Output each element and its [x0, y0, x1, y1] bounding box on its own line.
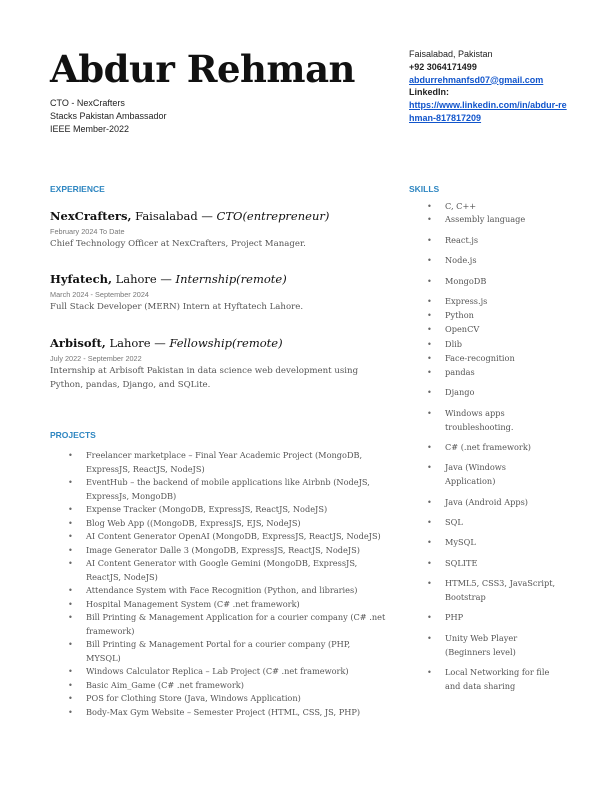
- skill-item: • Django: [427, 385, 557, 399]
- skill-item: • C, C++: [427, 199, 557, 213]
- project-item: • Bill Printing & Management Application for a courier company (C# .net framework): [68, 611, 386, 638]
- contact-location: Faisalabad, Pakistan: [409, 49, 493, 59]
- job-location: Lahore —: [105, 336, 170, 350]
- job-role: Internship(remote): [175, 272, 287, 286]
- tagline-ambassador: Stacks Pakistan Ambassador: [50, 111, 167, 121]
- skill-item: • Python: [427, 308, 557, 322]
- job-company: Arbisoft,: [50, 336, 106, 350]
- skill-item: • Windows apps troubleshooting.: [427, 406, 557, 434]
- job-company: NexCrafters,: [50, 209, 132, 223]
- project-item: • Basic Aim_Game (C# .net framework): [68, 679, 386, 693]
- job-entry: [50, 209, 375, 251]
- contact-phone: +92 3064171499: [409, 61, 477, 72]
- job-location: Lahore —: [111, 272, 176, 286]
- project-item: • Image Generator Dalle 3 (MongoDB, ExpressJS, ReactJS, NodeJS): [68, 544, 386, 558]
- skills-heading: SKILLS: [409, 184, 440, 194]
- contact-linkedin-link[interactable]: https://www.linkedin.com/in/abdur-rehman-817817209: [409, 100, 567, 123]
- project-item: • Freelancer marketplace – Final Year Academic Project (MongoDB, ExpressJS, ReactJS, NodeJS): [68, 449, 386, 476]
- skill-item: • C# (.net framework): [427, 440, 557, 454]
- job-description: Chief Technology Officer at NexCrafters, Project Manager.: [50, 239, 306, 249]
- job-title: [50, 209, 375, 223]
- resume-name: Abdur Rehman: [50, 47, 355, 91]
- skill-item: • Node.js: [427, 253, 557, 267]
- contact-email-link[interactable]: abdurrehmanfsd07@gmail.com: [409, 74, 544, 85]
- skill-item: • Java (Android Apps): [427, 495, 557, 509]
- project-item: • Blog Web App ((MongoDB, ExpressJS, EJS, NodeJS): [68, 517, 386, 531]
- job-company: Hyfatech,: [50, 272, 112, 286]
- tagline-cto: CTO - NexCrafters: [50, 98, 125, 108]
- job-date: July 2022 - September 2022: [50, 354, 142, 363]
- skill-item: • React.js: [427, 233, 557, 247]
- project-item: • POS for Clothing Store (Java, Windows Application): [68, 692, 386, 706]
- skill-item: • SQL: [427, 515, 557, 529]
- job-date: March 2024 - September 2024: [50, 290, 149, 299]
- project-item: • AI Content Generator OpenAI (MongoDB, ExpressJS, ReactJS, NodeJS): [68, 530, 386, 544]
- skill-item: • Assembly language: [427, 212, 557, 226]
- skill-item: • OpenCV: [427, 322, 557, 336]
- skill-item: • Unity Web Player (Beginners level): [427, 631, 557, 659]
- skill-item: • PHP: [427, 610, 557, 624]
- skills-list: [427, 0, 557, 792]
- job-description: Full Stack Developer (MERN) Intern at Hyftatech Lahore.: [50, 302, 304, 312]
- skill-item: • Dlib: [427, 337, 557, 351]
- job-description: Internship at Arbisoft Pakistan in data science web development using Python, pandas, Django, and SQLite.: [50, 366, 359, 390]
- skill-item: • MySQL: [427, 535, 557, 549]
- job-role: Fellowship(remote): [169, 336, 283, 350]
- job-location: Faisalabad —: [131, 209, 217, 223]
- skill-item: • Java (Windows Application): [427, 460, 557, 488]
- project-item: • Expense Tracker (MongoDB, ExpressJS, ReactJS, NodeJS): [68, 503, 386, 517]
- job-role: CTO(entrepreneur): [216, 209, 330, 223]
- contact-linkedin-label: LinkedIn:: [409, 87, 449, 98]
- project-item: • EventHub – the backend of mobile applications like Airbnb (NodeJS, ExpressJs, MongoDB): [68, 476, 386, 503]
- project-item: • Attendance System with Face Recognition (Python, and libraries): [68, 584, 386, 598]
- job-entry: [50, 336, 375, 392]
- skill-item: • Face-recognition: [427, 351, 557, 365]
- job-title: [50, 272, 375, 286]
- skill-item: • HTML5, CSS3, JavaScript, Bootstrap: [427, 576, 557, 604]
- project-item: • Bill Printing & Management Portal for a courier company (PHP, MYSQL): [68, 638, 386, 665]
- skill-item: • MongoDB: [427, 274, 557, 288]
- skill-item: • Express.js: [427, 294, 557, 308]
- projects-list: [68, 449, 386, 719]
- project-item: • AI Content Generator with Google Gemini (MongoDB, ExpressJS, ReactJS, NodeJS): [68, 557, 386, 584]
- job-entry: [50, 272, 375, 314]
- experience-heading: EXPERIENCE: [50, 184, 105, 194]
- job-title: [50, 336, 375, 350]
- job-date: February 2024 To Date: [50, 227, 125, 236]
- project-item: • Windows Calculator Replica – Lab Project (C# .net framework): [68, 665, 386, 679]
- skill-item: • Local Networking for file and data sharing: [427, 665, 557, 693]
- project-item: • Body-Max Gym Website – Semester Project (HTML, CSS, JS, PHP): [68, 706, 386, 720]
- skill-item: • pandas: [427, 365, 557, 379]
- projects-heading: PROJECTS: [50, 430, 96, 440]
- tagline-ieee: IEEE Member-2022: [50, 124, 130, 134]
- skill-item: • SQLITE: [427, 556, 557, 570]
- project-item: • Hospital Management System (C# .net framework): [68, 598, 386, 612]
